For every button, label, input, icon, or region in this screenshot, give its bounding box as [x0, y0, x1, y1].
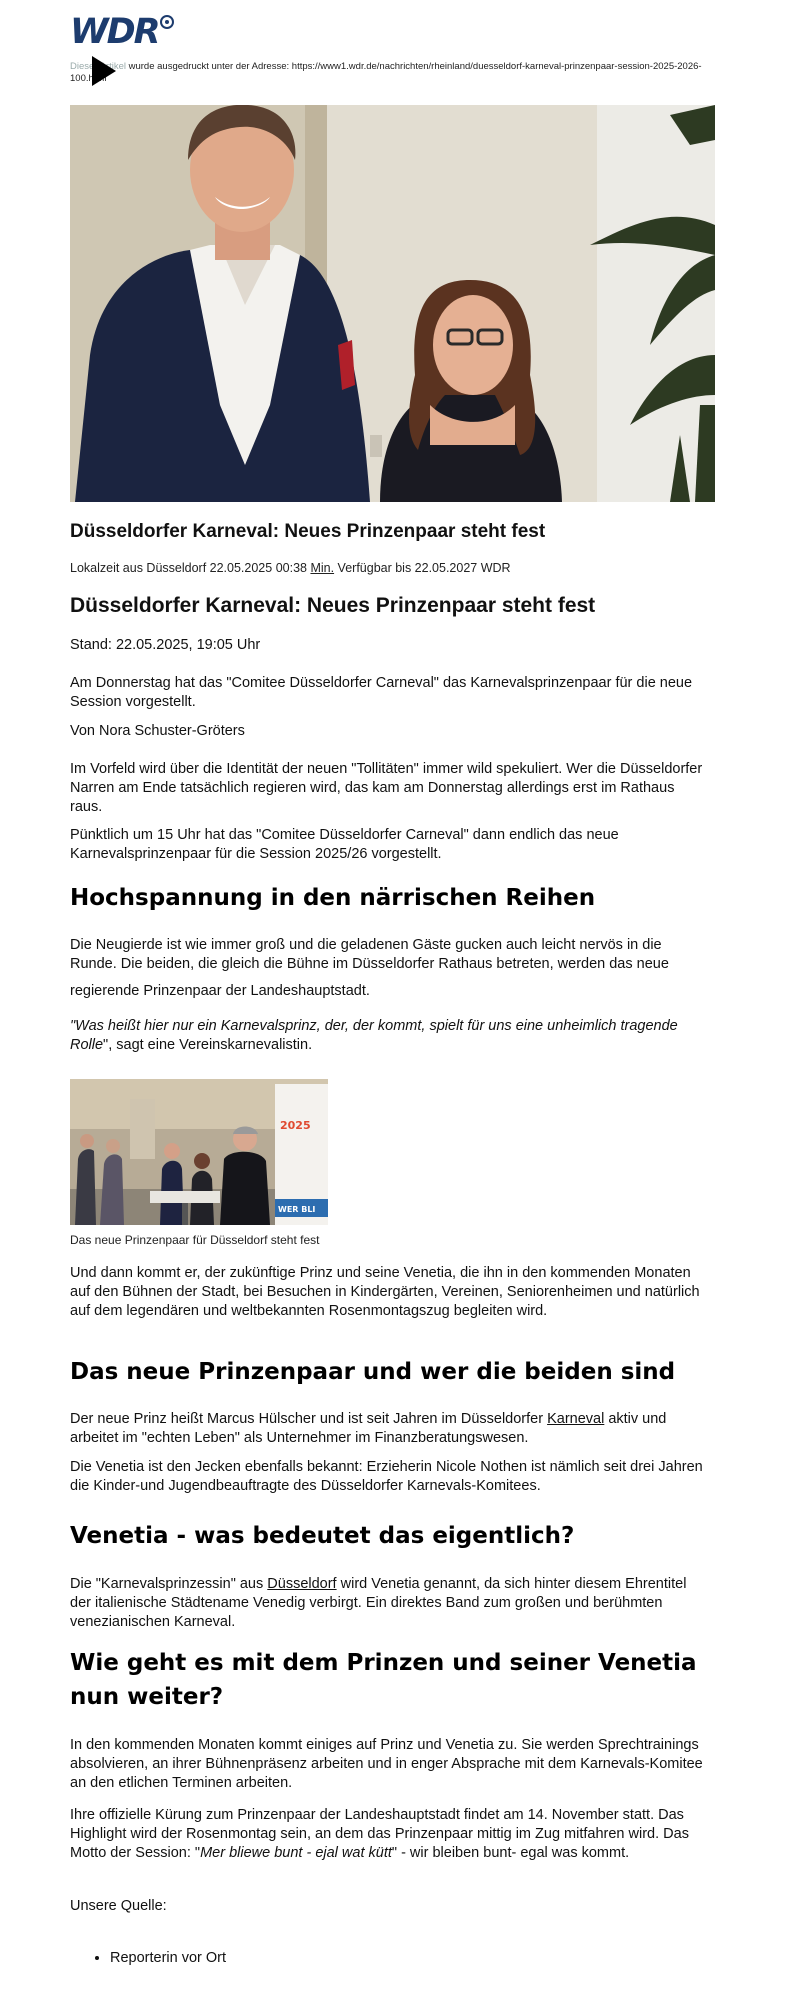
video-meta-prefix: Lokalzeit aus Düsseldorf 22.05.2025 00:38 — [70, 561, 311, 575]
duesseldorf-link[interactable]: Düsseldorf — [267, 1576, 337, 1592]
video-player[interactable] — [70, 105, 715, 502]
article-stand: Stand: 22.05.2025, 19:05 Uhr — [70, 637, 261, 653]
text-segment: Der neue Prinz heißt Marcus Hülscher und ist seit Jahren im Düsseldorfer — [70, 1411, 548, 1427]
article-paragraph — [70, 1806, 710, 1863]
section-heading: Wie geht es mit dem Prinzen und seiner Venetia nun weiter? — [70, 1650, 697, 1710]
logo-text: WDR — [70, 12, 159, 52]
article-paragraph: Und dann kommt er, der zukünftige Prinz und seine Venetia, die ihn in den kommenden Monaten auf den Bühnen der Stadt, bei Besuchen in Kindergärten, Vereinen, Seniorenheimen und natürlich auf dem legendären und weltbekannten Rosenmontagszug begleiten wird. — [70, 1265, 700, 1319]
article-paragraph: Die Venetia ist den Jecken ebenfalls bekannt: Erzieherin Nicole Nothen ist nämlich seit drei Jahren die Kinder-und Jugendbeauftragte des Düsseldorfer Karnevals-Komitees. — [70, 1459, 703, 1494]
video-meta — [70, 561, 511, 575]
video-duration-link[interactable]: Min. — [310, 561, 335, 575]
article-paragraph-continued: regierende Prinzenpaar der Landeshauptstadt. — [70, 983, 370, 999]
article-title: Düsseldorfer Karneval: Neues Prinzenpaar steht fest — [70, 594, 596, 617]
quote-attribution: ", sagt eine Vereinskarnevalistin. — [103, 1037, 313, 1053]
article-paragraph: Im Vorfeld wird über die Identität der neuen "Tollitäten" immer wild spekuliert. Wer die Düsseldorfer Narren am Ende tatsächlich regieren wird, das kam am Donnerstag allerdings erst im Rathaus raus. — [70, 761, 703, 815]
print-url-prefix: Dieser Artikel — [70, 61, 126, 72]
article-quote — [70, 1017, 710, 1055]
text-segment: wird Venetia genannt, da sich hinter diesem Ehrentitel der italienische Städtename Venedig verbirgt. Ein direktes Band zum großen und berühmten venezianischen Karneval. — [70, 1576, 687, 1630]
sources-label: Unsere Quelle: — [70, 1898, 167, 1914]
text-segment: aktiv und arbeitet im "echten Leben" als Unternehmer im Finanzberatungswesen. — [70, 1411, 667, 1446]
article-paragraph — [70, 1575, 710, 1632]
article-paragraph: Die Neugierde ist wie immer groß und die geladenen Gäste gucken auch leicht nervös in die Runde. Die beiden, die gleich die Bühne im Düsseldorfer Rathaus betreten, werden das neue — [70, 937, 669, 972]
article-image[interactable] — [70, 1079, 328, 1225]
video-title: Düsseldorfer Karneval: Neues Prinzenpaar steht fest — [70, 521, 546, 542]
text-segment: Ihre offizielle Kürung zum Prinzenpaar der Landeshauptstadt findet am 14. November statt. Das Highlight wird der Rosenmontag sein, an dem das Prinzenpaar mittig im Zug mitfahren wird. Das Motto der Session: " — [70, 1807, 689, 1861]
play-icon[interactable] — [92, 56, 116, 86]
article-paragraph: In den kommenden Monaten kommt einiges auf Prinz und Venetia zu. Sie werden Sprechtrainings absolvieren, an ihrer Bühnenpräsenz arbeiten und in enger Absprache mit dem Karnevals-Komitee an den etlichen Terminen arbeiten. — [70, 1737, 703, 1791]
registered-mark-icon — [160, 15, 174, 29]
photo-year-text: 2025 — [280, 1119, 311, 1132]
session-motto: Mer bliewe bunt - ejal wat kütt — [200, 1845, 392, 1861]
print-url-text: wurde ausgedruckt unter der Adresse: https://www1.wdr.de/nachrichten/rheinland/duesseldorf-karneval-prinzenpaar-session-2025-2026-100.html — [70, 61, 702, 84]
print-url-notice — [70, 61, 710, 85]
photo-banner-text: WER BLI — [278, 1205, 316, 1214]
article-paragraph — [70, 1410, 710, 1448]
article-paragraph: Pünktlich um 15 Uhr hat das "Comitee Düsseldorfer Carneval" dann endlich das neue Karnevalsprinzenpaar für die Session 2025/26 vorgestellt. — [70, 827, 619, 862]
article-page — [70, 0, 710, 1966]
text-segment: " - wir bleiben bunt- egal was kommt. — [391, 1845, 630, 1861]
video-thumbnail — [70, 105, 715, 502]
press-conference-photo — [70, 1079, 328, 1225]
article-author: Von Nora Schuster-Gröters — [70, 723, 245, 739]
sources-list — [70, 1949, 226, 1968]
header — [70, 0, 710, 60]
section-heading: Venetia - was bedeutet das eigentlich? — [70, 1523, 575, 1549]
article-teaser: Am Donnerstag hat das "Comitee Düsseldorfer Carneval" das Karnevalsprinzenpaar für die neue Session vorgestellt. — [70, 675, 693, 710]
text-segment: Die "Karnevalsprinzessin" aus — [70, 1576, 268, 1592]
quote-text: "Was heißt hier nur ein Karnevalsprinz, der, der kommt, spielt für uns eine unheimlich tragende Rolle — [70, 1018, 678, 1053]
wdr-logo[interactable] — [70, 12, 174, 52]
karneval-link[interactable]: Karneval — [547, 1411, 605, 1427]
image-caption: Das neue Prinzenpaar für Düsseldorf steht fest — [70, 1233, 320, 1247]
section-heading: Hochspannung in den närrischen Reihen — [70, 885, 596, 911]
video-meta-suffix: Verfügbar bis 22.05.2027 WDR — [334, 561, 511, 575]
section-heading: Das neue Prinzenpaar und wer die beiden sind — [70, 1359, 676, 1385]
list-item: • Reporterin vor Ort — [110, 1949, 226, 1968]
